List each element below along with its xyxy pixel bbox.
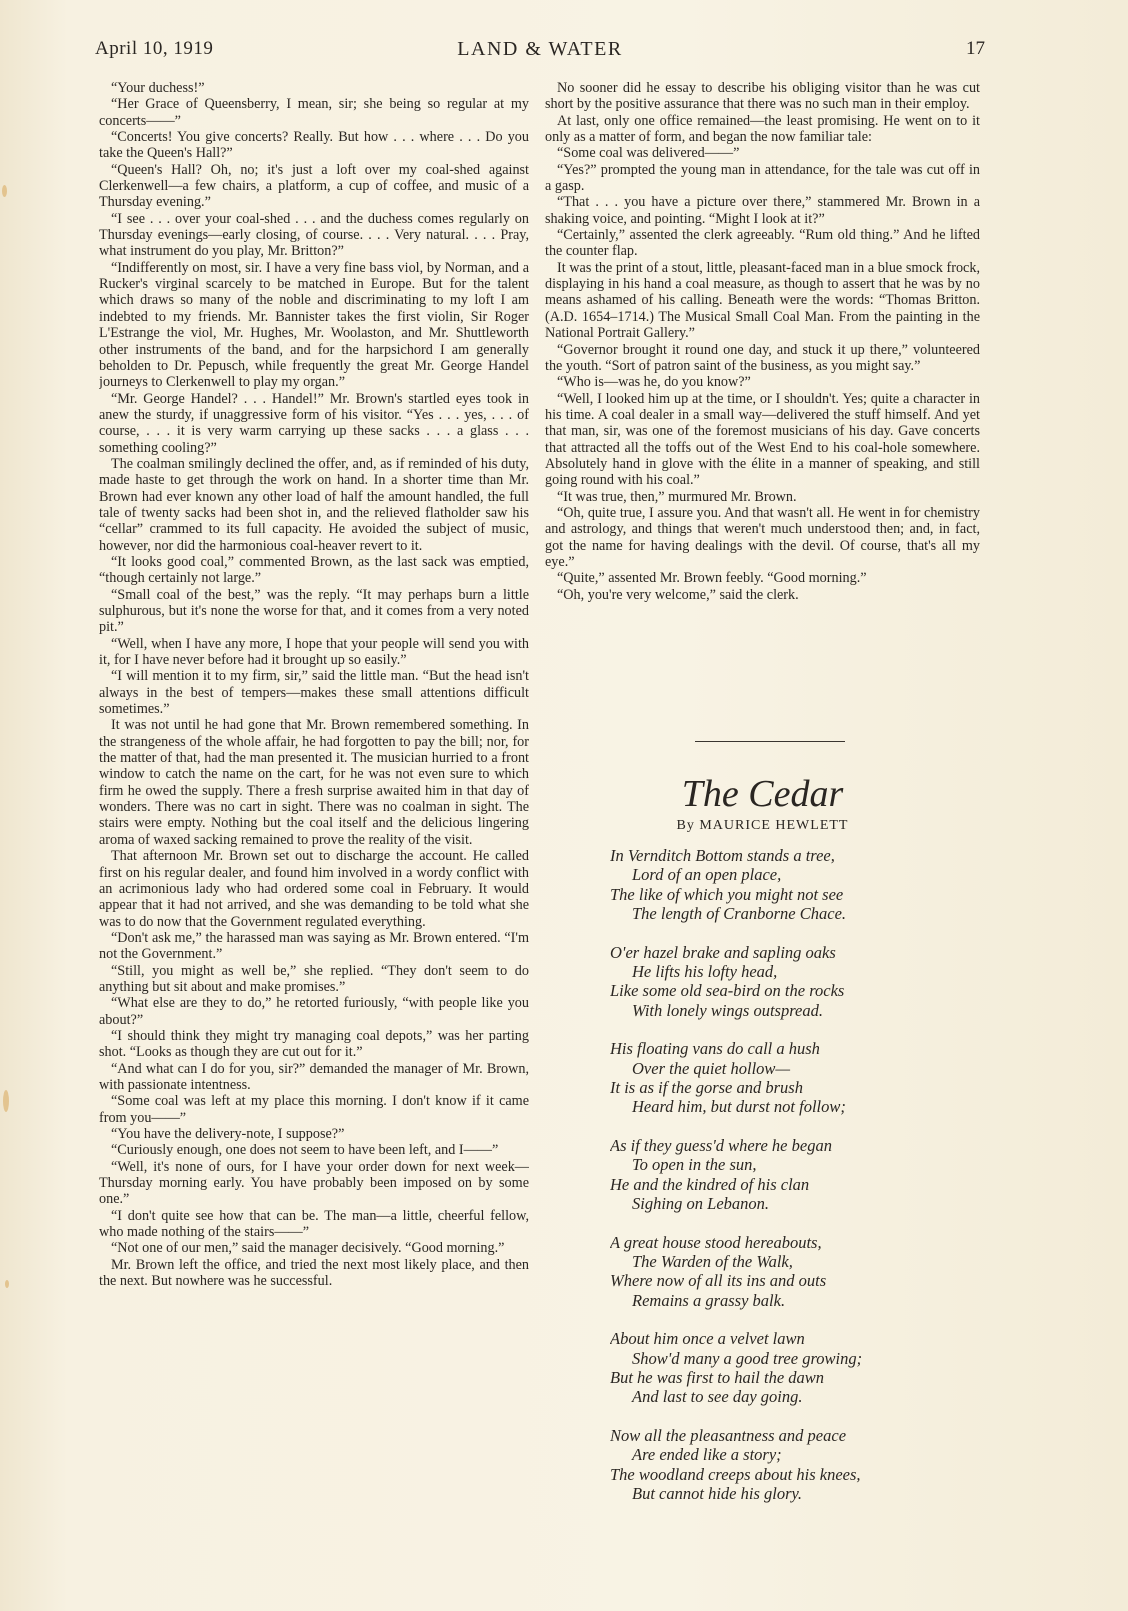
poem-stanza	[610, 1233, 970, 1311]
poem-line: Remains a grassy balk.	[632, 1290, 786, 1310]
poem-line: To open in the sun,	[632, 1155, 757, 1175]
poem-line: It is as if the gorse and brush	[610, 1078, 803, 1098]
story-paragraph: “Some coal was delivered——”	[557, 145, 740, 162]
poem-line: As if they guess'd where he began	[610, 1135, 832, 1155]
story-paragraph: “I don't quite see how that can be. The man—a little, cheerful fellow, who made nothing of the stairs——”	[99, 1207, 529, 1241]
story-paragraph: “Oh, quite true, I assure you. And that wasn't all. He went in for chemistry and astrology, and things that weren't much understood then; and, in fact, got the name for having dealings with the devil. Of course, that's all my eye.”	[545, 504, 980, 570]
story-paragraph: “Oh, you're very welcome,” said the clerk.	[557, 586, 799, 603]
poem-line: His floating vans do call a hush	[610, 1039, 820, 1059]
page-number: 17	[966, 38, 985, 59]
story-paragraph: The coalman smilingly declined the offer, and, as if reminded of his duty, made haste to get through the work on hand. In a shorter time than Mr. Brown had ever known any other load of half the amount handled, the full tale of twenty sacks had been shot in, and the relieved flatholder saw his “cellar” crammed to its full capacity. He avoided the subject of music, however, nor did the harmonious coal-heaver revert to it.	[99, 455, 529, 554]
poem-line: Are ended like a story;	[632, 1445, 782, 1465]
poem-line: Lord of an open place,	[632, 865, 782, 885]
poem-line: And last to see day going.	[632, 1387, 803, 1407]
poem-stanza	[610, 1329, 970, 1407]
story-paragraph: It was not until he had gone that Mr. Brown remembered something. In the strangeness of the whole affair, he had forgotten to pay the bill; nor, for the matter of that, had the man presented it. The musician hurried to a front window to catch the name on the cart, for he was not even sure to which firm he owed the supply. There a fresh surprise awaited him in that day of wonders. There was no cart in sight. There was no coalman in sight. The stairs were empty. Nothing but the coal itself and the delicious lingering aroma of waxed sacking remained to prove the reality of the visit.	[99, 717, 529, 848]
story-paragraph: “Her Grace of Queensberry, I mean, sir; she being so regular at my concerts——”	[99, 96, 529, 129]
story-paragraph: “Some coal was left at my place this morning. I don't know if it came from you——”	[99, 1093, 529, 1126]
poem-line: But he was first to hail the dawn	[610, 1367, 825, 1387]
poem-line: The Warden of the Walk,	[632, 1251, 793, 1271]
poem-byline: By MAURICE HEWLETT	[676, 818, 849, 833]
poem-line: Over the quiet hollow—	[632, 1058, 791, 1078]
poem-line: But cannot hide his glory.	[632, 1483, 803, 1503]
running-header	[95, 38, 985, 68]
story-paragraph: It was the print of a stout, little, pleasant-faced man in a blue smock frock, displaying in his hand a coal measure, as though to assert that he was by no means ashamed of his calling. Beneath were the words: “Thomas Britton. (A.D. 1654–1714.) The Musical Small Coal Man. From the painting in the National Portrait Gallery.”	[545, 259, 980, 342]
story-paragraph: “Queen's Hall? Oh, no; it's just a loft over my coal-shed against Clerkenwell—a few chairs, a platform, a cup of coffee, and music of a Thursday evening.”	[99, 161, 529, 211]
poem-line: The length of Cranborne Chace.	[632, 904, 847, 924]
story-paragraph: That afternoon Mr. Brown set out to discharge the account. He called first on his regular dealer, and found him involved in a wordy conflict with an acrimonious lady who had ordered some coal in February. It would appear that it had not arrived, and she was demanding to be told what she was to do now that the Government regulated everything.	[99, 848, 529, 930]
story-paragraph: “Mr. George Handel? . . . Handel!” Mr. Brown's startled eyes took in anew the sturdy, if unaggressive form of his visitor. “Yes . . . yes, . . . of course, . . . it is very warm carrying up these sacks . . . a glass . . . something cooling?”	[99, 390, 529, 456]
poem-line: Heard him, but durst not follow;	[632, 1097, 846, 1117]
story-paragraph: “Certainly,” assented the clerk agreeably. “Rum old thing.” And he lifted the counter flap.	[545, 227, 980, 260]
poem-stanza	[610, 1039, 970, 1117]
story-paragraph: “I will mention it to my firm, sir,” said the little man. “But the head isn't always in the best of tempers—makes these small attentions difficult sometimes.”	[99, 668, 529, 718]
poem-body	[610, 846, 970, 1526]
story-paragraph: “That . . . you have a picture over there,” stammered Mr. Brown in a shaking voice, and pointing. “Might I look at it?”	[545, 194, 980, 227]
story-paragraph: “Still, you might as well be,” she replied. “They don't seem to do anything but sit about and make promises.”	[99, 962, 529, 995]
story-paragraph: “And what can I do for you, sir?” demanded the manager of Mr. Brown, with passionate intentness.	[99, 1060, 529, 1093]
story-paragraph: “What else are they to do,” he retorted furiously, “with people like you about?”	[99, 995, 529, 1028]
poem-line: O'er hazel brake and sapling oaks	[610, 942, 836, 962]
poem-stanza	[610, 1136, 970, 1214]
poem-stanza	[610, 943, 970, 1021]
masthead: LAND & WATER	[457, 38, 623, 60]
story-paragraph: “Indifferently on most, sir. I have a very fine bass viol, by Norman, and a Rucker's virginal scarcely to be matched in Europe. But for the talent which draws so many of the noble and discriminating to my loft I am indebted to my friends. Mr. Bannister takes the first violin, Sir Roger L'Estrange the viol, Mr. Hughes, Mr. Woolaston, and Mr. Shuttleworth other instruments of the band, and for the harpsichord I am generally beholden to Dr. Pepusch, while frequently the great Mr. George Handel journeys to Clerkenwell to play my organ.”	[99, 259, 529, 391]
story-paragraph: “Who is—was he, do you know?”	[557, 374, 751, 391]
story-paragraph: “Small coal of the best,” was the reply. “It may perhaps burn a little sulphurous, but it's none the worse for that, and it comes from a very noted pit.”	[99, 586, 529, 636]
issue-date: April 10, 1919	[95, 38, 214, 59]
story-paragraph: “You have the delivery-note, I suppose?”	[111, 1126, 345, 1142]
paper-stain	[2, 185, 7, 197]
story-paragraph: “Your duchess!”	[111, 80, 205, 96]
story-paragraph: “Yes?” prompted the young man in attendance, for the tale was cut off in a gasp.	[545, 161, 980, 195]
poem-title: The Cedar	[681, 773, 844, 815]
poem-line: He and the kindred of his clan	[610, 1174, 810, 1194]
story-paragraph: No sooner did he essay to describe his obliging visitor than he was cut short by the positive assurance that there was no such man in their employ.	[545, 80, 980, 113]
story-paragraph: “Concerts! You give concerts? Really. But how . . . where . . . Do you take the Queen's Hall?”	[99, 129, 529, 162]
poem-stanza	[610, 846, 970, 924]
story-paragraph: “It looks good coal,” commented Brown, as the last sack was emptied, “though certainly not large.”	[99, 553, 529, 587]
story-paragraph: “Well, it's none of ours, for I have your order down for next week—Thursday morning early. You have probably been imposed on by some one.”	[99, 1158, 529, 1208]
story-paragraph: At last, only one office remained—the least promising. He went on to it only as a matter of form, and began the now familiar tale:	[545, 112, 980, 146]
poem-line: Where now of all its ins and outs	[610, 1271, 827, 1291]
story-paragraph: “It was true, then,” murmured Mr. Brown.	[557, 488, 797, 505]
story-column-right	[545, 80, 980, 730]
paper-stain	[3, 1090, 9, 1112]
poem-line: About him once a velvet lawn	[610, 1329, 805, 1349]
poem-line: In Vernditch Bottom stands a tree,	[610, 846, 835, 865]
poem-line: Like some old sea-bird on the rocks	[610, 981, 845, 1001]
story-paragraph: “I should think they might try managing coal depots,” was her parting shot. “Looks as though they are cut out for it.”	[99, 1027, 529, 1061]
story-paragraph: Mr. Brown left the office, and tried the next most likely place, and then the next. But nowhere was he successful.	[99, 1256, 529, 1290]
story-paragraph: “Quite,” assented Mr. Brown feebly. “Good morning.”	[557, 570, 867, 587]
story-paragraph: “Don't ask me,” the harassed man was saying as Mr. Brown entered. “I'm not the Government.”	[99, 929, 529, 963]
story-paragraph: “Not one of our men,” said the manager decisively. “Good morning.”	[111, 1240, 505, 1257]
poem-line: The woodland creeps about his knees,	[610, 1464, 861, 1484]
poem-line: He lifts his lofty head,	[632, 962, 778, 982]
story-paragraph: “I see . . . over your coal-shed . . . and the duchess comes regularly on Thursday evenings—early closing, of course. . . . Very natural. . . . Pray, what instrument do you play, Mr. Britton?”	[99, 210, 529, 260]
story-paragraph: “Curiously enough, one does not seem to have been left, and I——”	[111, 1142, 499, 1159]
poem-line: Show'd many a good tree growing;	[632, 1348, 863, 1368]
story-paragraph: “Well, I looked him up at the time, or I shouldn't. Yes; quite a character in his time. A coal dealer in a small way—delivered the stuff himself. And yet that man, sir, was one of the foremost musicians of his day. Gave concerts that attracted all the toffs out of the West End to his coal-hole somewhere. Absolutely hand in glove with the élite in a manner of speaking, and still going round with his coal.”	[545, 390, 980, 489]
poem-line: Sighing on Lebanon.	[632, 1194, 770, 1214]
section-divider	[695, 741, 845, 742]
story-paragraph: “Governor brought it round one day, and stuck it up there,” volunteered the youth. “Sort of patron saint of the business, as you might say.”	[545, 341, 980, 374]
poem-stanza	[610, 1426, 970, 1504]
poem-line: Now all the pleasantness and peace	[610, 1425, 847, 1445]
poem-line: A great house stood hereabouts,	[610, 1232, 822, 1252]
story-paragraph: “Well, when I have any more, I hope that your people will send you with it, for I have never before had it brought up so easily.”	[99, 635, 529, 669]
poem-line: With lonely wings outspread.	[632, 1000, 823, 1020]
poem-line: The like of which you might not see	[610, 884, 844, 904]
paper-stain	[5, 1280, 9, 1288]
story-column-left	[99, 80, 529, 1525]
